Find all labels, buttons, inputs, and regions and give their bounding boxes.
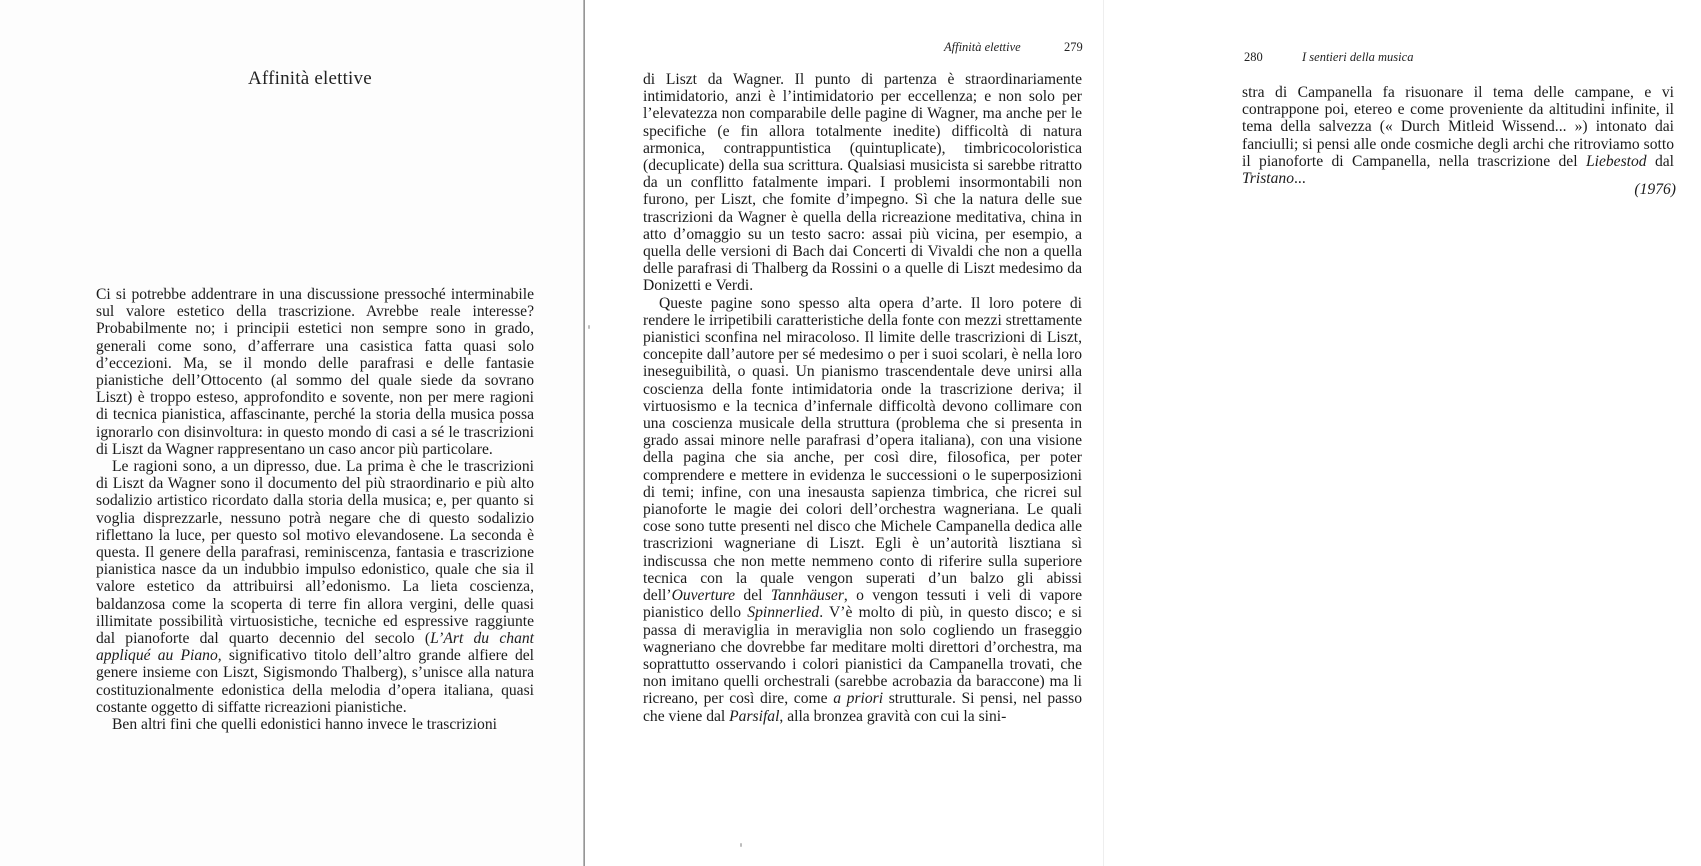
paragraph-4: di Liszt da Wagner. Il punto di partenza è straordinariamente intimidatorio, anzi è l’intimidatorio per eccellenza; e non solo per l’elevatezza non comparabile delle pagine di Wagner, ma anche per le specifiche (e fin allora totalmente inedite) difficoltà di natura armonica, contrappuntistica (quintuplicate), timbricocoloristica (decuplicate) della sua scrittura. Qualsiasi musicista si sarebbe ritratto da un conflitto fatalmente impari. I problemi insormontabili non furono, per Liszt, che fomite d’impegno. Sì che la natura delle sue trascrizioni da Wagner è quella della ricreazione meditativa, china in atto d’omaggio su un testo sacro: assai più vicina, per esempio, a quella delle versioni di Bach dai Concerti di Vivaldi che non a quella delle parafrasi di Thalberg da Rossini o a quelle di Liszt medesimo da Donizetti e Verdi. <box>643 71 1082 295</box>
left-page-text <box>96 286 534 733</box>
dateline: (1976) <box>1634 181 1676 198</box>
right-page-text <box>1242 84 1674 187</box>
middle-page-text <box>643 71 1082 725</box>
paragraph-3: Ben altri fini che quelli edonistici hanno invece le trascrizioni <box>112 716 497 734</box>
paper-speck <box>588 325 590 329</box>
paragraph-6: stra di Campanella fa risuonare il tema delle campane, e vi contrappone poi, etereo e come proveniente da altitudini infinite, il tema della salvezza (« Durch Mitleid Wissend... ») intonato dai fanciulli; si pensi alle onde cosmiche degli archi che ritroviamo sotto il pianoforte di Campanella, nella trascrizione del Liebestod dal Tristano... <box>1242 84 1674 188</box>
paragraph-2: Le ragioni sono, a un dipresso, due. La prima è che le trascrizioni di Liszt da Wagner sono il documento del più straordinario e più alto sodalizio artistico ricordato dalla storia della musica; e, per quanto si voglia disprezzarle, nessuno potrà negare che di questo sodalizio riflettano la luce, per questo sol motivo elevandosene. La seconda è questa. Il genere della parafrasi, reminiscenza, fantasia e trascrizione pianistica nasce da un indubbio impulso edonistico, quale che sia il valore estetico da attribuirsi all’edonismo. La lieta coscienza, baldanzosa come la scoperta di terre fin allora vergini, delle quasi illimitate possibilità virtuosistiche, tecniche ed espressive raggiunte dal pianoforte dal quarto decennio del secolo (L’Art du chant appliqué au Piano, significativo titolo dell’altro grande alfiere del genere insieme con Liszt, Sigismondo Thalberg), s’unisce alla natura costituzionalmente edonistica della melodia d’opera italiana, quasi costante oggetto di siffatte ricreazioni pianistiche. <box>96 458 535 716</box>
page-divider <box>1103 0 1104 866</box>
page-number-280: 280 <box>1244 50 1263 64</box>
running-head-279: Affinità elettive <box>944 40 1021 54</box>
chapter-title: Affinità elettive <box>248 68 372 89</box>
paragraph-5: Queste pagine sono spesso alta opera d’arte. Il loro potere di rendere le irripetibili caratteristiche della fonte con mezzi strettamente pianistici sconfina nel miracoloso. Il limite delle trascrizioni di Liszt, concepite dall’autore per sé medesimo o per i suoi scolari, è nella loro ineseguibilità, o quasi. Un pianismo trascendentale deve unirsi alla coscienza della fonte intimidatoria onde la trascrizione deriva; il virtuosismo e la tecnica d’infernale difficoltà devono collimare con una coscienza musicale della struttura (problema che si presenta in grado assai minore nelle parafrasi d’opera italiana), con una visione della pagina che sia anche, per così dire, filosofica, per poter comprendere e mettere in evidenza le successioni o le superposizioni di temi; infine, con una inesausta sapienza timbrica, che ricrei sul pianoforte le magie dei colori dell’orchestra wagneriana. Le quali cose sono tutte presenti nel disco che Michele Campanella dedica alle trascrizioni wagneriane di Liszt. Egli è un’autorità lisztiana sì indiscussa che non mette nemmeno conto di riferire sulla superiore tecnica con la quale vengon superati d’un balzo gli abissi dell’Ouverture del Tannhäuser, o vengon tessuti i veli di vapore pianistico dello Spinnerlied. V’è molto di più, in questo disco; e si passa di meraviglia in meraviglia non solo cogliendo un fraseggio wagneriano che dovrebbe far meditare molti direttori d’orchestra, ma soprattutto osservando i colori pianistici da Campanella trovati, che non imitano quelli orchestrali (sarebbe acrobazia da baraccone) ma li ricreano, per così dire, come a priori strutturale. Si pensi, nel passo che viene dal Parsifal, alla bronzea gravità con cui la sini- <box>643 294 1082 725</box>
page-number-279: 279 <box>1064 40 1083 54</box>
running-head-280: I sentieri della musica <box>1302 50 1414 64</box>
paper-speck <box>740 843 742 847</box>
paragraph-1: Ci si potrebbe addentrare in una discussione pressoché interminabile sul valore estetico della trascrizione. Avrebbe reale interesse? Probabilmente no; i principii estetici non sempre sono in grado, generali come sono, d’afferrare una casistica fatta quasi solo d’eccezioni. Ma, se il mondo delle parafrasi e delle fantasie pianistiche dell’Ottocento (al sommo del quale siede da sovrano Liszt) è troppo esteso, approfondito e sovente, non per mere ragioni di tecnica pianistica, affascinante, perché la storia della musica possa ignorarlo con disinvoltura: in questo mondo di casi a sé le trascrizioni di Liszt da Wagner rappresentano un caso ancor più particolare. <box>96 286 534 458</box>
